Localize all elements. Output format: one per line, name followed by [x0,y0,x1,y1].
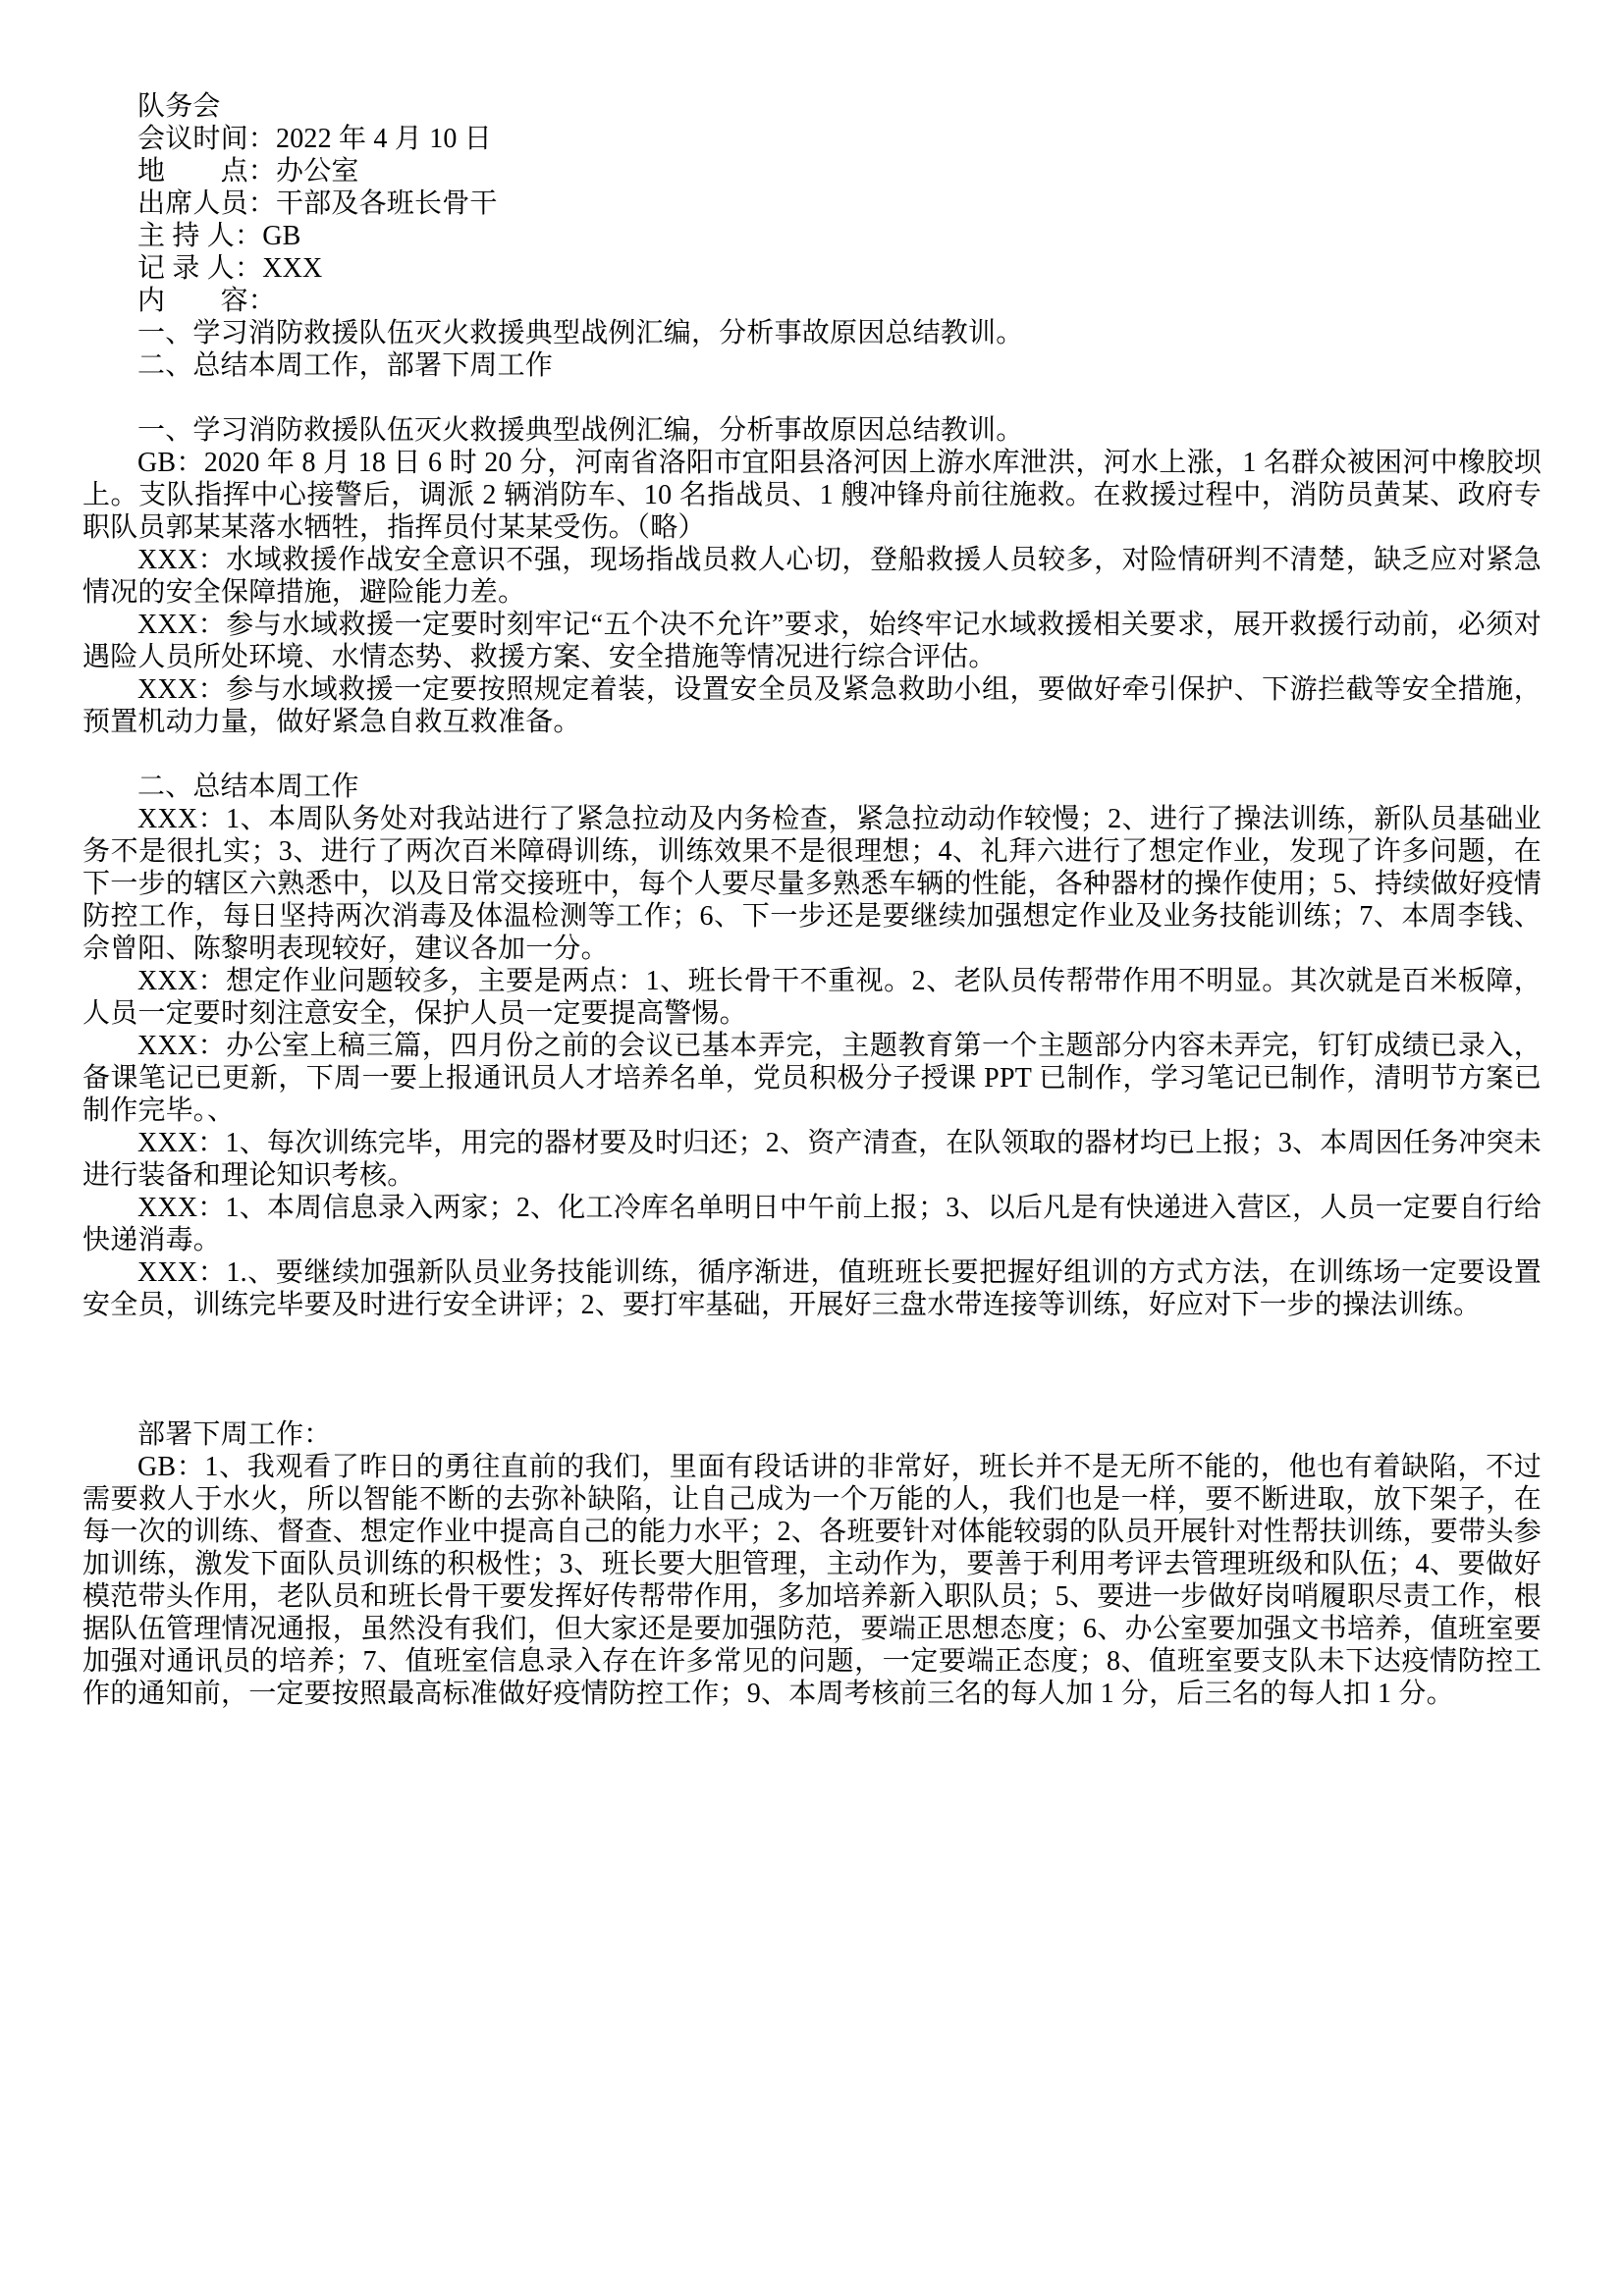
paragraph: XXX：参与水域救援一定要按照规定着装，设置安全员及紧急救助小组，要做好牵引保护、下游拦截等安全措施，预置机动力量，做好紧急自救互救准备。 [82,674,1542,737]
paragraph: XXX：1、本周队务处对我站进行了紧急拉动及内务检查，紧急拉动动作较慢；2、进行了操法训练，新队员基础业务不是很扎实；3、进行了两次百米障碍训练，训练效果不是很理想；4、礼拜六进行了想定作业，发现了许多问题，在下一步的辖区六熟悉中，以及日常交接班中，每个人要尽量多熟悉车辆的性能，各种器材的操作使用；5、持续做好疫情防控工作，每日坚持两次消毒及体温检测等工作；6、下一步还是要继续加强想定作业及业务技能训练；7、本周李钱、佘曾阳、陈黎明表现较好，建议各加一分。 [82,804,1542,964]
paragraph: 二、总结本周工作 [137,772,359,802]
paragraph: 一、学习消防救援队伍灭火救援典型战例汇编，分析事故原因总结教训。 [137,318,1024,348]
paragraph: 主 持 人：GB [137,221,301,251]
paragraph: 记 录 人：XXX [137,253,323,284]
paragraph: 出席人员：干部及各班长骨干 [137,188,498,219]
paragraph: XXX：参与水域救援一定要时刻牢记“五个决不允许”要求，始终牢记水域救援相关要求，展开救援行动前，必须对遇险人员所处环境、水情态势、救援方案、安全措施等情况进行综合评估。 [82,610,1542,672]
paragraph: XXX：想定作业问题较多，主要是两点：1、班长骨干不重视。2、老队员传帮带作用不明显。其次就是百米板障，人员一定要时刻注意安全，保护人员一定要提高警惕。 [82,966,1542,1029]
paragraph: 会议时间：2022 年 4 月 10 日 [137,124,493,154]
paragraph: 部署下周工作： [137,1419,332,1450]
paragraph: 地 点：办公室 [137,156,359,187]
paragraph: 队务会 [137,91,221,122]
paragraph: 二、总结本周工作，部署下周工作 [137,350,554,381]
paragraph: XXX：办公室上稿三篇，四月份之前的会议已基本弄完，主题教育第一个主题部分内容未弄完，钉钉成绩已录入，备课笔记已更新，下周一要上报通讯员人才培养名单，党员积极分子授课 PPT 已制作，学习笔记已制作，清明节方案已制作完毕。、 [82,1031,1542,1126]
paragraph: GB：2020 年 8 月 18 日 6 时 20 分，河南省洛阳市宜阳县洛河因上游水库泄洪，河水上涨，1 名群众被困河中橡胶坝上。支队指挥中心接警后，调派 2 辆消防车、10 名指战员、1 艘冲锋舟前往施救。在救援过程中，消防员黄某、政府专职队员郭某某落水牺牲，指挥员付某某受伤。（略） [82,448,1542,543]
paragraph: 内 容： [137,286,277,316]
paragraph: 一、学习消防救援队伍灭火救援典型战例汇编，分析事故原因总结教训。 [137,415,1024,446]
paragraph: XXX：1、每次训练完毕，用完的器材要及时归还；2、资产清查，在队领取的器材均已上报；3、本周因任务冲突未进行装备和理论知识考核。 [82,1128,1542,1191]
paragraph: XXX：1、本周信息录入两家；2、化工冷库名单明日中午前上报；3、以后凡是有快递进入营区，人员一定要自行给快递消毒。 [82,1193,1542,1255]
paragraph: XXX：1.、要继续加强新队员业务技能训练，循序渐进，值班班长要把握好组训的方式方法，在训练场一定要设置安全员，训练完毕要及时进行安全讲评；2、要打牢基础，开展好三盘水带连接等训练，好应对下一步的操法训练。 [82,1257,1542,1320]
paragraph: XXX：水域救援作战安全意识不强，现场指战员救人心切，登船救援人员较多，对险情研判不清楚，缺乏应对紧急情况的安全保障措施，避险能力差。 [82,545,1542,608]
paragraph: GB：1、我观看了昨日的勇往直前的我们，里面有段话讲的非常好，班长并不是无所不能的，他也有着缺陷，不过需要救人于水火，所以智能不断的去弥补缺陷，让自己成为一个万能的人，我们也是一样，要不断进取，放下架子，在每一次的训练、督查、想定作业中提高自己的能力水平；2、各班要针对体能较弱的队员开展针对性帮扶训练，要带头参加训练，激发下面队员训练的积极性；3、班长要大胆管理，主动作为，要善于利用考评去管理班级和队伍；4、要做好模范带头作用，老队员和班长骨干要发挥好传帮带作用，多加培养新入职队员；5、要进一步做好岗哨履职尽责工作，根据队伍管理情况通报，虽然没有我们，但大家还是要加强防范，要端正思想态度；6、办公室要加强文书培养，值班室要加强对通讯员的培养；7、值班室信息录入存在许多常见的问题，一定要端正态度；8、值班室要支队未下达疫情防控工作的通知前，一定要按照最高标准做好疫情防控工作；9、本周考核前三名的每人加 1 分，后三名的每人扣 1 分。 [82,1452,1542,1709]
